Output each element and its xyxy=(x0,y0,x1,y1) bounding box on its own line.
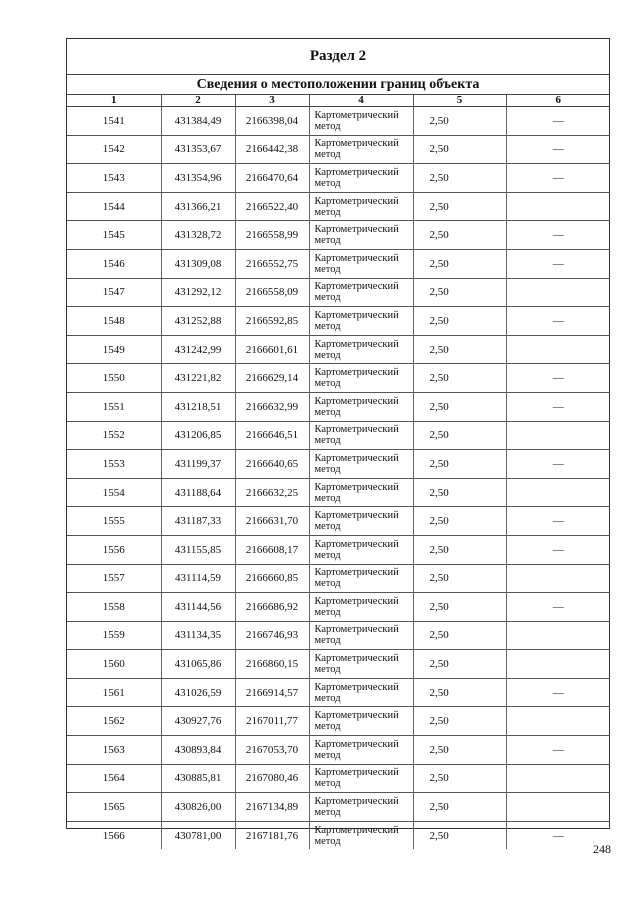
method-cell xyxy=(309,707,413,736)
method-line: Картометрический xyxy=(314,595,399,607)
method-line: метод xyxy=(314,235,341,247)
x-coordinate-cell: 430885,81 xyxy=(161,764,235,793)
point-number-cell: 1558 xyxy=(67,593,161,622)
table-row xyxy=(67,192,610,221)
note-cell: — xyxy=(506,392,610,421)
y-coordinate-cell: 2166914,57 xyxy=(235,678,309,707)
accuracy-cell: 2,50 xyxy=(413,135,506,164)
method-line: Картометрический xyxy=(314,195,399,207)
point-number-cell: 1562 xyxy=(67,707,161,736)
point-number-cell: 1544 xyxy=(67,192,161,221)
x-coordinate-cell: 431199,37 xyxy=(161,450,235,479)
method-cell xyxy=(309,650,413,679)
table-row xyxy=(67,392,610,421)
method-line: Картометрический xyxy=(314,281,399,293)
table-row xyxy=(67,335,610,364)
x-coordinate-cell: 430893,84 xyxy=(161,736,235,765)
y-coordinate-cell: 2166608,17 xyxy=(235,535,309,564)
point-number-cell: 1556 xyxy=(67,535,161,564)
note-cell xyxy=(506,478,610,507)
method-line: метод xyxy=(314,778,341,790)
method-line: метод xyxy=(314,292,341,304)
note-cell: — xyxy=(506,221,610,250)
x-coordinate-cell: 431206,85 xyxy=(161,421,235,450)
method-line: Картометрический xyxy=(314,767,399,779)
accuracy-cell: 2,50 xyxy=(413,221,506,250)
method-cell xyxy=(309,478,413,507)
x-coordinate-cell: 431366,21 xyxy=(161,192,235,221)
point-number-cell: 1555 xyxy=(67,507,161,536)
accuracy-cell: 2,50 xyxy=(413,450,506,479)
method-line: метод xyxy=(314,349,341,361)
method-cell xyxy=(309,535,413,564)
y-coordinate-cell: 2166558,09 xyxy=(235,278,309,307)
table-row xyxy=(67,507,610,536)
method-line: метод xyxy=(314,549,341,561)
method-cell xyxy=(309,221,413,250)
table-row xyxy=(67,421,610,450)
note-cell xyxy=(506,421,610,450)
note-cell: — xyxy=(506,364,610,393)
note-cell xyxy=(506,793,610,822)
accuracy-cell: 2,50 xyxy=(413,621,506,650)
table-row xyxy=(67,307,610,336)
method-cell xyxy=(309,107,413,136)
y-coordinate-cell: 2166601,61 xyxy=(235,335,309,364)
y-coordinate-cell: 2166646,51 xyxy=(235,421,309,450)
point-number-cell: 1542 xyxy=(67,135,161,164)
x-coordinate-cell: 431384,49 xyxy=(161,107,235,136)
method-line: метод xyxy=(314,120,341,132)
y-coordinate-cell: 2167011,77 xyxy=(235,707,309,736)
x-coordinate-cell: 431328,72 xyxy=(161,221,235,250)
accuracy-cell: 2,50 xyxy=(413,278,506,307)
method-line: Картометрический xyxy=(314,624,399,636)
note-cell: — xyxy=(506,507,610,536)
method-cell xyxy=(309,450,413,479)
y-coordinate-cell: 2166442,38 xyxy=(235,135,309,164)
accuracy-cell: 2,50 xyxy=(413,478,506,507)
x-coordinate-cell: 431144,56 xyxy=(161,593,235,622)
method-line: Картометрический xyxy=(314,252,399,264)
note-cell xyxy=(506,192,610,221)
column-header: 6 xyxy=(506,95,610,107)
note-cell: — xyxy=(506,736,610,765)
method-cell xyxy=(309,307,413,336)
method-line: метод xyxy=(314,749,341,761)
method-line: Картометрический xyxy=(314,395,399,407)
x-coordinate-cell: 431134,35 xyxy=(161,621,235,650)
method-cell xyxy=(309,564,413,593)
note-cell xyxy=(506,764,610,793)
accuracy-cell: 2,50 xyxy=(413,821,506,849)
method-cell xyxy=(309,335,413,364)
accuracy-cell: 2,50 xyxy=(413,564,506,593)
method-line: Картометрический xyxy=(314,338,399,350)
table-row xyxy=(67,764,610,793)
accuracy-cell: 2,50 xyxy=(413,507,506,536)
accuracy-cell: 2,50 xyxy=(413,392,506,421)
x-coordinate-cell: 431155,85 xyxy=(161,535,235,564)
table-row xyxy=(67,364,610,393)
table-row xyxy=(67,793,610,822)
method-cell xyxy=(309,793,413,822)
x-coordinate-cell: 431065,86 xyxy=(161,650,235,679)
accuracy-cell: 2,50 xyxy=(413,307,506,336)
method-line: Картометрический xyxy=(314,224,399,236)
coordinates-table xyxy=(67,95,610,849)
method-line: метод xyxy=(314,463,341,475)
table-subtitle: Сведения о местоположении границ объекта xyxy=(67,75,609,95)
accuracy-cell: 2,50 xyxy=(413,335,506,364)
table-row xyxy=(67,478,610,507)
table-row xyxy=(67,593,610,622)
method-line: Картометрический xyxy=(314,109,399,121)
method-line: метод xyxy=(314,692,341,704)
accuracy-cell: 2,50 xyxy=(413,678,506,707)
document-frame xyxy=(66,38,610,847)
y-coordinate-cell: 2166686,92 xyxy=(235,593,309,622)
point-number-cell: 1557 xyxy=(67,564,161,593)
method-cell xyxy=(309,192,413,221)
y-coordinate-cell: 2166552,75 xyxy=(235,249,309,278)
accuracy-cell: 2,50 xyxy=(413,593,506,622)
point-number-cell: 1553 xyxy=(67,450,161,479)
method-line: Картометрический xyxy=(314,681,399,693)
column-header: 2 xyxy=(161,95,235,107)
method-line: метод xyxy=(314,320,341,332)
method-line: Картометрический xyxy=(314,653,399,665)
method-line: Картометрический xyxy=(314,510,399,522)
note-cell xyxy=(506,650,610,679)
method-cell xyxy=(309,249,413,278)
method-line: Картометрический xyxy=(314,138,399,150)
accuracy-cell: 2,50 xyxy=(413,164,506,193)
method-line: Картометрический xyxy=(314,710,399,722)
method-line: Картометрический xyxy=(314,424,399,436)
column-header: 4 xyxy=(309,95,413,107)
note-cell: — xyxy=(506,107,610,136)
method-line: метод xyxy=(314,635,341,647)
y-coordinate-cell: 2166632,99 xyxy=(235,392,309,421)
x-coordinate-cell: 430826,00 xyxy=(161,793,235,822)
y-coordinate-cell: 2166522,40 xyxy=(235,192,309,221)
method-cell xyxy=(309,392,413,421)
point-number-cell: 1549 xyxy=(67,335,161,364)
point-number-cell: 1554 xyxy=(67,478,161,507)
method-line: метод xyxy=(314,664,341,676)
method-cell xyxy=(309,507,413,536)
column-header: 3 xyxy=(235,95,309,107)
table-row xyxy=(67,707,610,736)
table-row xyxy=(67,564,610,593)
method-cell xyxy=(309,364,413,393)
note-cell xyxy=(506,564,610,593)
method-line: Картометрический xyxy=(314,481,399,493)
method-line: метод xyxy=(314,435,341,447)
table-row xyxy=(67,249,610,278)
method-cell xyxy=(309,621,413,650)
method-line: метод xyxy=(314,492,341,504)
note-cell xyxy=(506,707,610,736)
accuracy-cell: 2,50 xyxy=(413,764,506,793)
accuracy-cell: 2,50 xyxy=(413,249,506,278)
method-cell xyxy=(309,135,413,164)
point-number-cell: 1546 xyxy=(67,249,161,278)
method-line: Картометрический xyxy=(314,166,399,178)
accuracy-cell: 2,50 xyxy=(413,736,506,765)
note-cell: — xyxy=(506,678,610,707)
y-coordinate-cell: 2166398,04 xyxy=(235,107,309,136)
note-cell: — xyxy=(506,307,610,336)
method-cell xyxy=(309,278,413,307)
note-cell: — xyxy=(506,593,610,622)
method-line: метод xyxy=(314,263,341,275)
table-row xyxy=(67,107,610,136)
accuracy-cell: 2,50 xyxy=(413,192,506,221)
table-row xyxy=(67,164,610,193)
y-coordinate-cell: 2167080,46 xyxy=(235,764,309,793)
method-cell xyxy=(309,164,413,193)
note-cell: — xyxy=(506,164,610,193)
method-line: Картометрический xyxy=(314,367,399,379)
note-cell: — xyxy=(552,829,564,842)
point-number-cell: 1559 xyxy=(67,621,161,650)
accuracy-cell: 2,50 xyxy=(413,793,506,822)
x-coordinate-cell: 431309,08 xyxy=(161,249,235,278)
y-coordinate-cell: 2166558,99 xyxy=(235,221,309,250)
x-coordinate-cell: 431242,99 xyxy=(161,335,235,364)
point-number-cell: 1547 xyxy=(67,278,161,307)
x-coordinate-cell: 431218,51 xyxy=(161,392,235,421)
accuracy-cell: 2,50 xyxy=(413,107,506,136)
point-number-cell: 1563 xyxy=(67,736,161,765)
method-line: метод xyxy=(314,206,341,218)
y-coordinate-cell: 2166629,14 xyxy=(235,364,309,393)
method-line: метод xyxy=(314,521,341,533)
note-cell: — xyxy=(506,450,610,479)
table-row xyxy=(67,650,610,679)
table-row xyxy=(67,621,610,650)
accuracy-cell: 2,50 xyxy=(413,650,506,679)
point-number-cell: 1550 xyxy=(67,364,161,393)
y-coordinate-cell: 2166640,65 xyxy=(235,450,309,479)
method-line: Картометрический xyxy=(314,824,399,836)
y-coordinate-cell: 2166860,15 xyxy=(235,650,309,679)
y-coordinate-cell: 2167181,76 xyxy=(235,821,309,849)
method-line: Картометрический xyxy=(314,309,399,321)
point-number-cell: 1543 xyxy=(67,164,161,193)
x-coordinate-cell: 430781,00 xyxy=(161,821,235,849)
table-row xyxy=(67,221,610,250)
point-number-cell: 1551 xyxy=(67,392,161,421)
table-row xyxy=(67,278,610,307)
column-header: 5 xyxy=(413,95,506,107)
note-cell: — xyxy=(506,249,610,278)
x-coordinate-cell: 431292,12 xyxy=(161,278,235,307)
accuracy-cell: 2,50 xyxy=(413,707,506,736)
method-cell xyxy=(309,421,413,450)
point-number-cell: 1564 xyxy=(67,764,161,793)
point-number-cell: 1552 xyxy=(67,421,161,450)
table-row xyxy=(67,736,610,765)
point-number-cell: 1541 xyxy=(67,107,161,136)
method-line: метод xyxy=(314,578,341,590)
x-coordinate-cell: 431026,59 xyxy=(161,678,235,707)
note-cell xyxy=(506,278,610,307)
method-cell xyxy=(309,764,413,793)
point-number-cell: 1548 xyxy=(67,307,161,336)
point-number-cell: 1561 xyxy=(67,678,161,707)
accuracy-cell: 2,50 xyxy=(413,364,506,393)
method-line: метод xyxy=(314,406,341,418)
x-coordinate-cell: 431353,67 xyxy=(161,135,235,164)
method-line: Картометрический xyxy=(314,567,399,579)
method-line: метод xyxy=(314,149,341,161)
y-coordinate-cell: 2166631,70 xyxy=(235,507,309,536)
method-cell xyxy=(309,736,413,765)
note-cell: — xyxy=(506,535,610,564)
method-line: метод xyxy=(314,378,341,390)
y-coordinate-cell: 2166746,93 xyxy=(235,621,309,650)
x-coordinate-cell: 431354,96 xyxy=(161,164,235,193)
method-line: метод xyxy=(314,835,341,847)
x-coordinate-cell: 431221,82 xyxy=(161,364,235,393)
x-coordinate-cell: 431187,33 xyxy=(161,507,235,536)
method-line: Картометрический xyxy=(314,538,399,550)
accuracy-cell: 2,50 xyxy=(413,535,506,564)
x-coordinate-cell: 431188,64 xyxy=(161,478,235,507)
y-coordinate-cell: 2166660,85 xyxy=(235,564,309,593)
method-line: Картометрический xyxy=(314,452,399,464)
x-coordinate-cell: 430927,76 xyxy=(161,707,235,736)
method-line: Картометрический xyxy=(314,796,399,808)
page-number: 248 xyxy=(593,842,611,856)
note-cell: — xyxy=(506,135,610,164)
point-number-cell: 1560 xyxy=(67,650,161,679)
method-line: метод xyxy=(314,177,341,189)
method-cell xyxy=(309,821,413,849)
point-number-cell: 1545 xyxy=(67,221,161,250)
table-row xyxy=(67,535,610,564)
table-row xyxy=(67,678,610,707)
table-row xyxy=(67,821,610,849)
accuracy-cell: 2,50 xyxy=(413,421,506,450)
note-cell xyxy=(506,621,610,650)
y-coordinate-cell: 2167134,89 xyxy=(235,793,309,822)
method-line: метод xyxy=(314,606,341,618)
y-coordinate-cell: 2166592,85 xyxy=(235,307,309,336)
note-cell xyxy=(506,335,610,364)
header-row xyxy=(67,95,610,107)
x-coordinate-cell: 431114,59 xyxy=(161,564,235,593)
x-coordinate-cell: 431252,88 xyxy=(161,307,235,336)
section-title: Раздел 2 xyxy=(67,39,609,75)
column-header: 1 xyxy=(67,95,161,107)
y-coordinate-cell: 2166632,25 xyxy=(235,478,309,507)
method-cell xyxy=(309,593,413,622)
method-line: Картометрический xyxy=(314,738,399,750)
method-line: метод xyxy=(314,721,341,733)
table-row xyxy=(67,135,610,164)
method-cell xyxy=(309,678,413,707)
method-line: метод xyxy=(314,807,341,819)
y-coordinate-cell: 2167053,70 xyxy=(235,736,309,765)
point-number-cell: 1566 xyxy=(67,821,161,849)
point-number-cell: 1565 xyxy=(67,793,161,822)
table-row xyxy=(67,450,610,479)
y-coordinate-cell: 2166470,64 xyxy=(235,164,309,193)
